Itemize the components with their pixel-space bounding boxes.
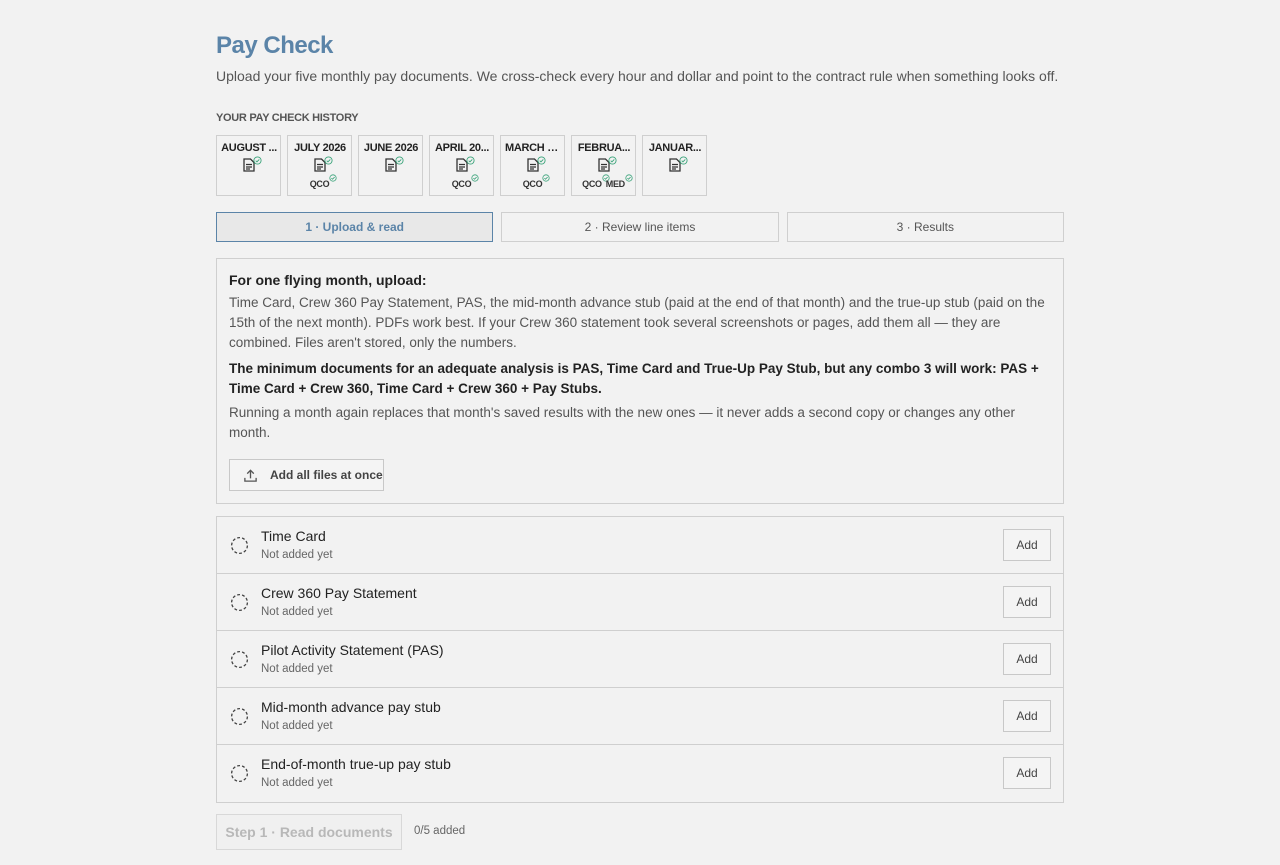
check-circle-icon	[253, 152, 262, 161]
history-month-name: APRIL 20...	[435, 142, 489, 154]
dashed-circle-icon	[230, 707, 249, 726]
step-tab-2[interactable]: 2 · Review line items	[501, 212, 778, 242]
history-label: YOUR PAY CHECK HISTORY	[216, 112, 359, 124]
history-tag	[523, 179, 543, 189]
step-tab-1[interactable]: 1 · Upload & read	[216, 212, 493, 242]
dashed-circle-icon	[230, 593, 249, 612]
history-month-tags	[572, 179, 635, 189]
document-title: Time Card	[261, 528, 326, 544]
history-month-name: MARCH 2...	[505, 142, 561, 154]
document-status: Not added yet	[261, 549, 333, 561]
instructions-heading: For one flying month, upload:	[229, 272, 427, 288]
history-tag-label: QCO	[451, 179, 472, 189]
added-count: 0/5 added	[414, 825, 466, 837]
history-tag-label: QCO	[522, 179, 543, 189]
history-month-name: JANUAR...	[648, 142, 702, 154]
history-tag	[452, 179, 472, 189]
minimum-documents-note: The minimum documents for an adequate analysis is PAS, Time Card and True-Up Pay Stub, but any combo 3 will work: PAS + Time Card + Crew 360, Time Card + Crew 360 + Pay Stubs.	[229, 361, 1039, 396]
history-tag-label: MED	[605, 179, 625, 189]
check-circle-icon	[679, 152, 688, 161]
check-circle-icon	[329, 174, 337, 182]
history-month-tags	[288, 179, 351, 189]
upload-icon	[243, 468, 258, 483]
history-tag	[582, 179, 602, 189]
document-row	[217, 517, 1063, 574]
history-month-tags	[501, 179, 564, 189]
document-status: Not added yet	[261, 777, 333, 789]
history-month-card[interactable]	[358, 135, 423, 196]
add-all-files-button[interactable]	[229, 459, 384, 491]
history-tag-label: QCO	[309, 179, 330, 189]
history-month-name: FEBRUA...	[577, 142, 631, 154]
dashed-circle-icon	[230, 650, 249, 669]
dashed-circle-icon	[230, 764, 249, 783]
add-document-button[interactable]: Add	[1003, 643, 1051, 675]
history-month-card[interactable]	[571, 135, 636, 196]
check-circle-icon	[471, 174, 479, 182]
document-status: Not added yet	[261, 606, 333, 618]
read-documents-button[interactable]: Step 1 · Read documents	[216, 814, 402, 850]
document-title: End-of-month true-up pay stub	[261, 756, 451, 772]
history-tag-label: QCO	[582, 179, 602, 189]
history-tag	[310, 179, 330, 189]
document-title: Mid-month advance pay stub	[261, 699, 441, 715]
document-title: Pilot Activity Statement (PAS)	[261, 642, 444, 658]
document-status: Not added yet	[261, 720, 333, 732]
add-document-button[interactable]: Add	[1003, 529, 1051, 561]
page-title: Pay Check	[216, 32, 333, 59]
check-circle-icon	[542, 174, 550, 182]
document-list	[216, 516, 1064, 803]
document-row	[217, 574, 1063, 631]
check-circle-icon	[395, 152, 404, 161]
history-month-card[interactable]	[642, 135, 707, 196]
history-month-card[interactable]	[429, 135, 494, 196]
check-circle-icon	[625, 174, 633, 182]
history-month-card[interactable]	[216, 135, 281, 196]
check-circle-icon	[466, 152, 475, 161]
document-row	[217, 745, 1063, 802]
document-status: Not added yet	[261, 663, 333, 675]
dashed-circle-icon	[230, 536, 249, 555]
document-row	[217, 688, 1063, 745]
history-month-name: JUNE 2026	[363, 142, 419, 154]
history-list	[216, 135, 707, 196]
instructions-text: Time Card, Crew 360 Pay Statement, PAS, the mid-month advance stub (paid at the end of that month) and the true-up stub (paid on the 15th of the next month). PDFs work best. If your Crew 360 statement took several screenshots or pages, add them all — they are combined. Files aren't stored, only the numbers.	[229, 295, 1045, 350]
check-circle-icon	[324, 152, 333, 161]
history-month-card[interactable]	[500, 135, 565, 196]
add-document-button[interactable]: Add	[1003, 757, 1051, 789]
document-title: Crew 360 Pay Statement	[261, 585, 417, 601]
check-circle-icon	[537, 152, 546, 161]
add-document-button[interactable]: Add	[1003, 700, 1051, 732]
check-circle-icon	[608, 152, 617, 161]
page-subtitle: Upload your five monthly pay documents. We cross-check every hour and dollar and point to the contract rule when something looks off.	[216, 68, 1059, 84]
history-month-name: JULY 2026	[294, 142, 346, 154]
rerun-note: Running a month again replaces that month's saved results with the new ones — it never adds a second copy or changes any other month.	[229, 405, 1016, 440]
add-all-files-label: Add all files at once	[270, 468, 383, 482]
history-month-name: AUGUST ...	[221, 142, 277, 154]
history-tag	[606, 179, 625, 189]
add-document-button[interactable]: Add	[1003, 586, 1051, 618]
step-tabs	[216, 212, 1064, 242]
step-tab-3[interactable]: 3 · Results	[787, 212, 1064, 242]
history-month-card[interactable]	[287, 135, 352, 196]
document-row	[217, 631, 1063, 688]
upload-instructions	[216, 258, 1064, 504]
history-month-tags	[430, 179, 493, 189]
